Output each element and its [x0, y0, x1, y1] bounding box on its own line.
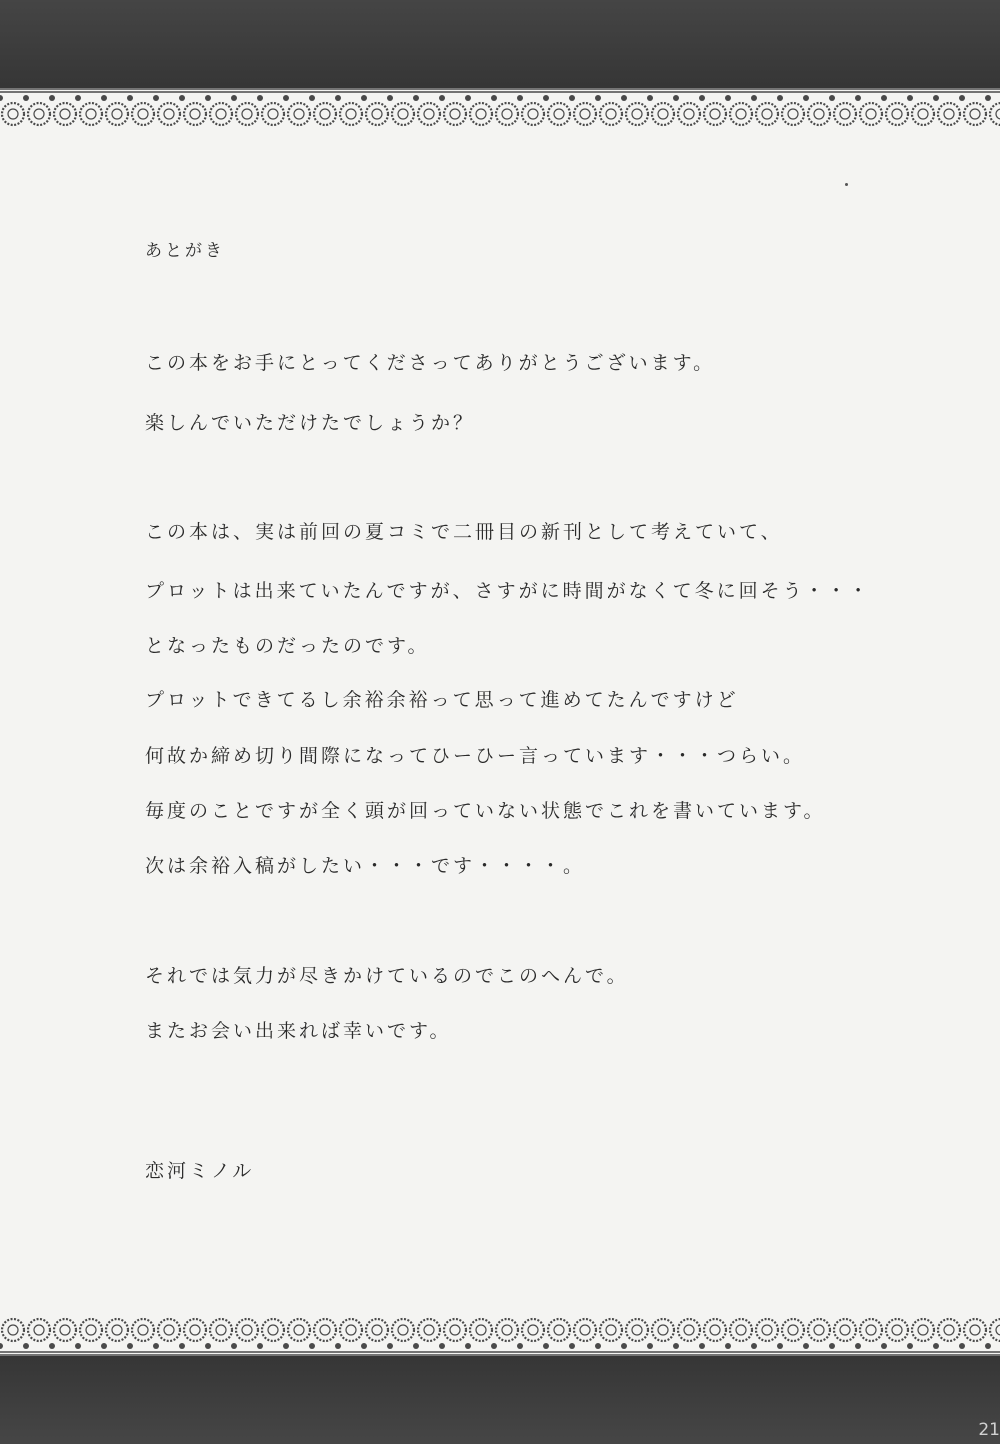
bottom-dark-band — [0, 1352, 1000, 1444]
text-line: この本をお手にとってくださってありがとうございます。 — [145, 352, 716, 374]
author-signature: 恋河ミノル — [145, 1160, 255, 1182]
afterword-heading: あとがき — [145, 241, 225, 261]
lace-border-bottom — [0, 1312, 1000, 1356]
text-line: となったものだったのです。 — [145, 635, 430, 657]
text-line: 楽しんでいただけたでしょうか？ — [145, 412, 476, 434]
lace-border-top — [0, 88, 1000, 132]
page-number: 21 — [978, 1420, 1000, 1440]
text-line: この本は、実は前回の夏コミで二冊目の新刊として考えていて、 — [145, 521, 783, 543]
text-line: 何故か締め切り間際になってひーひー言っています・・・つらい。 — [145, 745, 806, 767]
text-line: またお会い出来れば幸いです。 — [145, 1020, 452, 1042]
text-line: 次は余裕入稿がしたい・・・です・・・・。 — [145, 855, 586, 877]
text-line: 毎度のことですが全く頭が回っていない状態でこれを書いています。 — [145, 800, 826, 822]
top-dark-band — [0, 0, 1000, 92]
ink-speck — [845, 183, 848, 186]
text-line: プロットは出来ていたんですが、さすがに時間がなくて冬に回そう・・・ — [145, 580, 871, 602]
text-line: それでは気力が尽きかけているのでこのへんで。 — [145, 965, 629, 987]
text-line: プロットできてるし余裕余裕って思って進めてたんですけど — [145, 689, 739, 711]
